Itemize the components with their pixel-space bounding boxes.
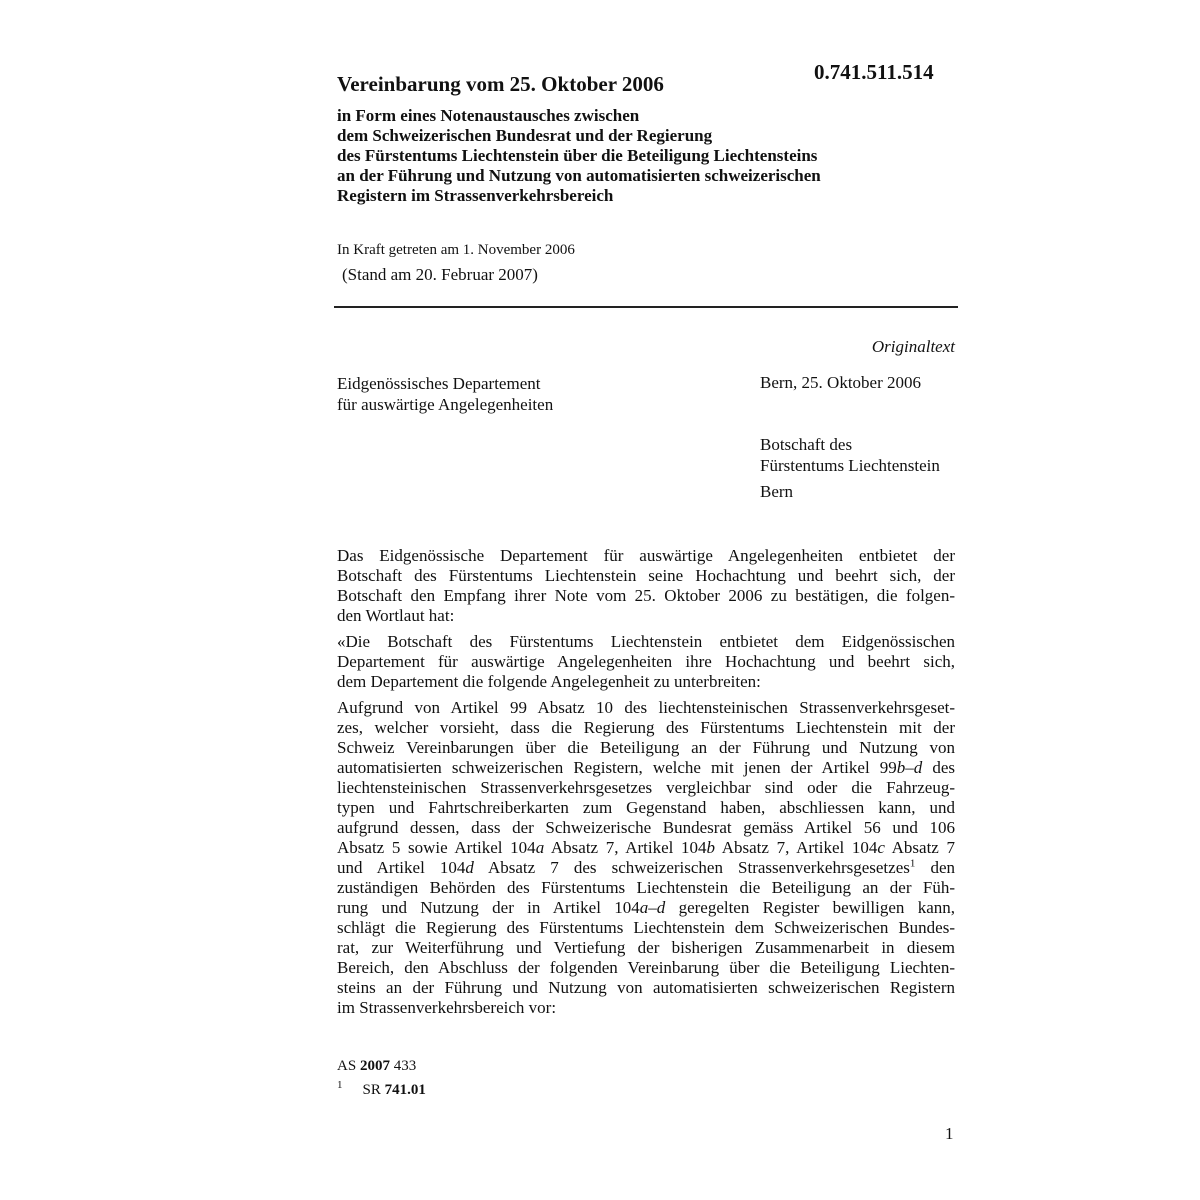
sender-line: Eidgenössisches Departement xyxy=(337,374,541,393)
text-run: rung und Nutzung der in Artikel 104 xyxy=(337,898,640,917)
sr-number: 0.741.511.514 xyxy=(814,60,934,84)
text-run-italic: b xyxy=(706,838,716,857)
text-run: Absatz 5 sowie Artikel 104 xyxy=(337,838,536,857)
footnote-1 xyxy=(337,1079,426,1099)
as-prefix: AS xyxy=(337,1058,360,1074)
subtitle-line: Registern im Strassenverkehrsbereich xyxy=(337,186,614,205)
text-run-italic: b–d xyxy=(896,758,923,777)
as-year: 2007 xyxy=(359,1058,390,1074)
status-date: (Stand am 20. Februar 2007) xyxy=(342,265,538,284)
text-run: des xyxy=(922,758,955,777)
text-run: und Artikel 104 xyxy=(337,858,466,877)
original-text-label: Originaltext xyxy=(871,337,955,356)
text-line: Botschaft den Empfang ihrer Note vom 25. Oktober 2006 zu bestätigen, die folgen- xyxy=(337,586,955,605)
subtitle-line: in Form eines Notenaustausches zwischen xyxy=(337,106,640,125)
text-line: typen und Fahrtschreiberkarten zum Gegenstand haben, abschliessen kann, und xyxy=(337,798,955,817)
text-run-italic: a–d xyxy=(639,898,666,917)
subtitle-line: dem Schweizerischen Bundesrat und der Regierung xyxy=(337,126,713,145)
text-run-italic: c xyxy=(877,838,885,857)
recipient-city: Bern xyxy=(760,482,794,501)
text-line: liechtensteinischen Strassenverkehrsgesetzes vergleichbar sind oder die Fahrzeug- xyxy=(337,778,955,797)
text-run: automatisierten schweizerischen Registern, welche mit jenen der Artikel 99 xyxy=(337,758,897,777)
text-line: zes, welcher vorsieht, dass die Regierung des Fürstentums Liechtenstein mit der xyxy=(337,718,955,737)
subtitle-line: des Fürstentums Liechtenstein über die Beteiligung Liechtensteins xyxy=(337,146,818,165)
text-run: Absatz 7, Artikel 104 xyxy=(715,838,878,857)
footnote-mark: 1 xyxy=(337,1079,343,1091)
subtitle-line: an der Führung und Nutzung von automatisierten schweizerischen xyxy=(337,166,821,185)
text-line: Das Eidgenössische Departement für auswärtige Angelegenheiten entbietet der xyxy=(337,546,955,565)
official-collection-reference xyxy=(337,1058,416,1075)
paragraph-2 xyxy=(337,632,955,692)
text-line: steins an der Führung und Nutzung von automatisierten schweizerischen Registern xyxy=(337,978,955,997)
text-run-italic: a xyxy=(535,838,545,857)
sender-block xyxy=(337,373,553,415)
page-number: 1 xyxy=(945,1124,954,1143)
text-line: rat, zur Weiterführung und Vertiefung der bisherigen Zusammenarbeit in diesem xyxy=(337,938,955,957)
text-run: Absatz 7, Artikel 104 xyxy=(544,838,707,857)
text-run: Absatz 7 xyxy=(884,838,955,857)
letter-body xyxy=(337,546,955,1024)
footnote-prefix: SR xyxy=(362,1082,385,1098)
text-line xyxy=(337,898,955,918)
header-divider xyxy=(334,306,958,308)
text-line: aufgrund dessen, dass der Schweizerische Bundesrat gemäss Artikel 56 und 106 xyxy=(337,818,955,837)
text-line: Departement für auswärtige Angelegenheiten ihre Hochachtung und beehrt sich, xyxy=(337,652,955,671)
recipient-block xyxy=(760,434,940,476)
as-page: 433 xyxy=(389,1058,417,1074)
recipient-line: Fürstentums Liechtenstein xyxy=(760,456,940,475)
footnote-sr-number: 741.01 xyxy=(384,1082,426,1098)
text-line: dem Departement die folgende Angelegenheit zu unterbreiten: xyxy=(337,672,761,691)
text-run: Absatz 7 des schweizerischen Strassenverkehrsgesetzes xyxy=(473,858,910,877)
text-line: Schweiz Vereinbarungen über die Beteiligung an der Führung und Nutzung von xyxy=(337,738,955,757)
place-date: Bern, 25. Oktober 2006 xyxy=(760,373,922,392)
text-line xyxy=(337,758,955,778)
document-subtitle xyxy=(337,106,937,206)
text-run-italic: d xyxy=(465,858,474,877)
text-line: «Die Botschaft des Fürstentums Liechtenstein entbietet dem Eidgenössischen xyxy=(337,632,955,651)
footnote-reference[interactable]: 1 xyxy=(909,857,916,870)
text-line: zuständigen Behörden des Fürstentums Liechtenstein die Beteiligung an der Füh- xyxy=(337,878,955,897)
text-line: schlägt die Regierung des Fürstentums Liechtenstein dem Schweizerischen Bundes- xyxy=(337,918,955,937)
text-line xyxy=(337,858,955,878)
paragraph-3 xyxy=(337,698,955,1018)
text-run: geregelten Register bewilligen kann, xyxy=(665,898,956,917)
paragraph-1 xyxy=(337,546,955,626)
text-line: Botschaft des Fürstentums Liechtenstein seine Hochachtung und beehrt sich, der xyxy=(337,566,955,585)
in-force-date: In Kraft getreten am 1. November 2006 xyxy=(337,242,575,258)
text-line: Aufgrund von Artikel 99 Absatz 10 des liechtensteinischen Strassenverkehrsgeset- xyxy=(337,698,955,717)
document-title: Vereinbarung vom 25. Oktober 2006 xyxy=(337,72,664,96)
text-line xyxy=(337,838,955,858)
text-run: den xyxy=(915,858,955,877)
recipient-line: Botschaft des xyxy=(760,435,853,454)
text-line: den Wortlaut hat: xyxy=(337,606,455,625)
sender-line: für auswärtige Angelegenheiten xyxy=(337,395,554,414)
text-line: im Strassenverkehrsbereich vor: xyxy=(337,998,557,1017)
text-line: Bereich, den Abschluss der folgenden Vereinbarung über die Beteiligung Liechten- xyxy=(337,958,955,977)
